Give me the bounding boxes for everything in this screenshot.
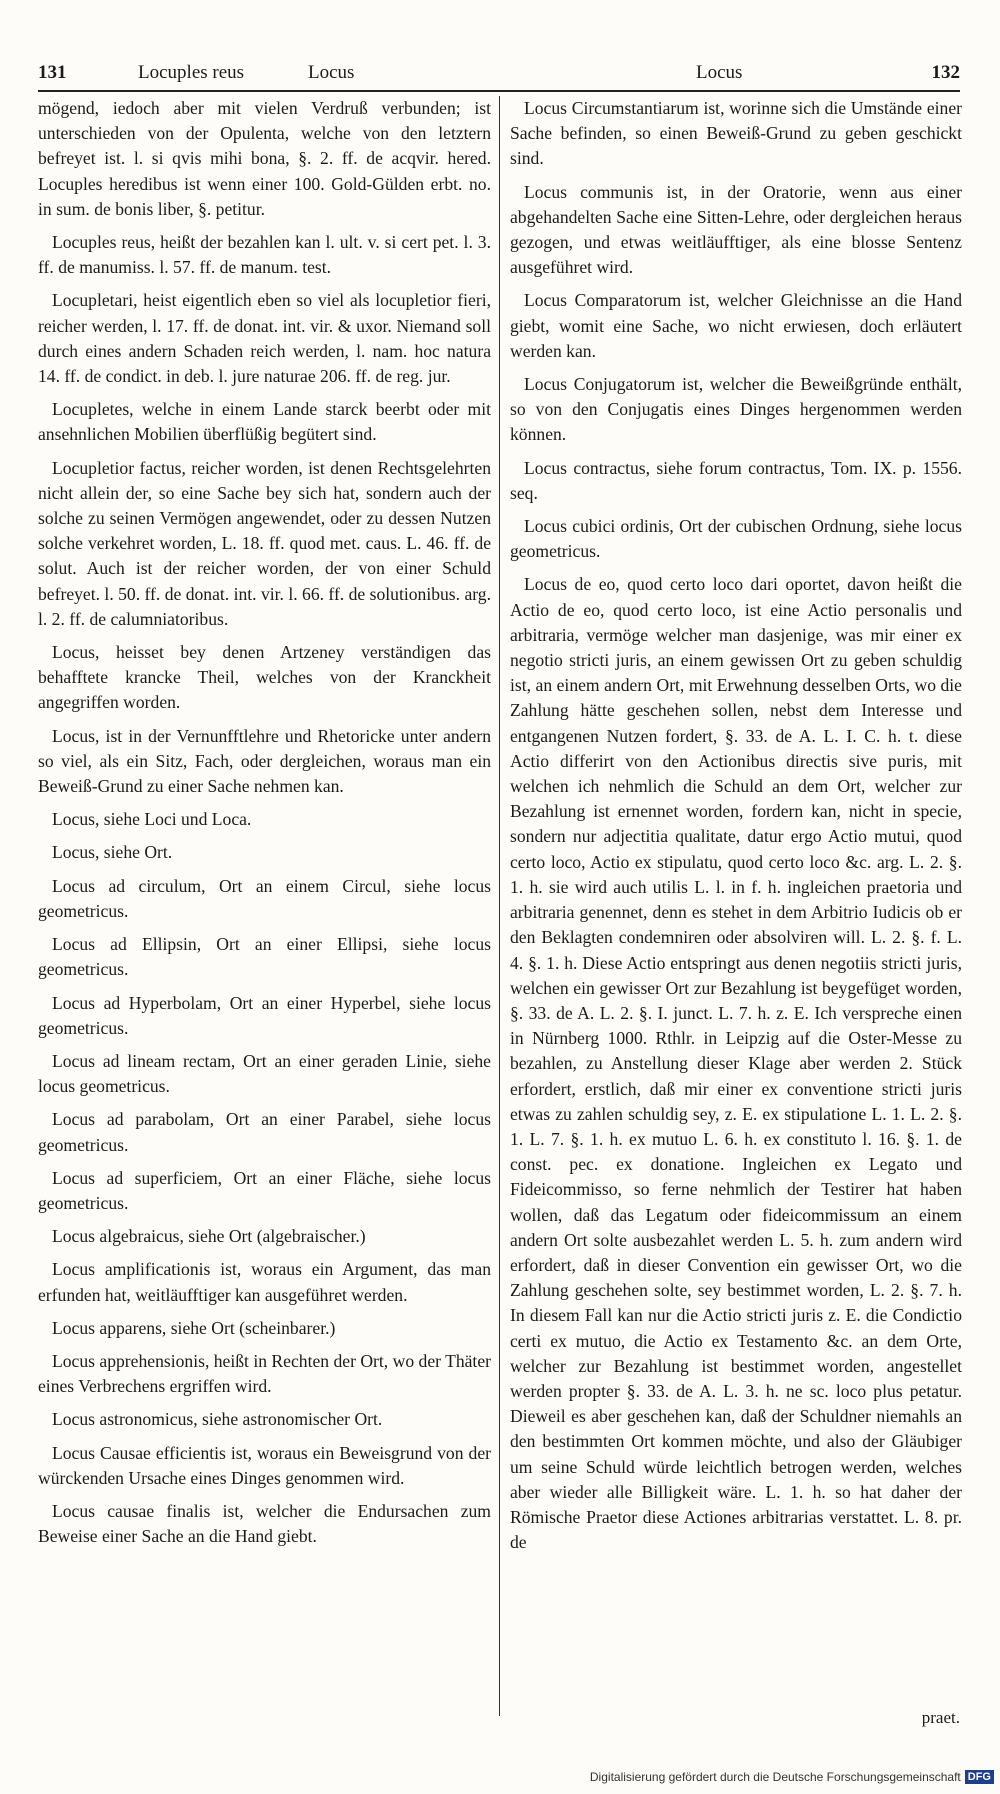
entry-paragraph: Locus ad Ellipsin, Ort an einer Ellipsi, siehe locus geometricus.	[38, 934, 491, 980]
entry-paragraph: Locus de eo, quod certo loco dari oportet, davon heißt die Actio de eo, quod certo loco, ist eine Actio personalis und arbitraria, vermöge welcher man dasjenige, was mir einer ex negotio stricti juris, an einem gewissen Ort zu geben schuldig ist, an einem andern Ort, mit Erwehnung desselben Orts, wo die Zahlung hätte geschehen sollen, nebst dem Interesse und entgangenen Nutzen fordert, §. 33. de A. L. I. C. h. t. diese Actio differirt von den Actionibus directis sive puris, mit welchen ich nehmlich die Schuld an dem Ort, welcher zur Bezahlung ist ernennet worden, fordern kan, nicht in specie, sondern nur adjectitia qualitate, datur ergo Actio mutui, quod certo loco, Actio ex stipulatu, quod certo loco &c. arg. L. 2. §. 1. h. sie wird auch utilis L. l. in f. h. ingleichen praetoria und arbitraria genennet, denn es stehet in dem Arbitrio Iudicis ob er den Beklagten condemniren oder absolviren will. L. 2. §. f. L. 4. §. 1. h. Diese Actio entspringt aus denen negotiis stricti juris, welchen ein gewisser Ort zur Bezahlung ist beygefüget worden, §. 33. de A. L. 2. §. I. junct. L. 7. h. z. E. Ich verspreche einen in Nürnberg 1000. Rthlr. in Leipzig auf die Oster-Messe zu bezahlen, zu Anstellung dieser Klage aber werden 2. Stück erfordert, erstlich, daß mir einer ex conventione stricti juris etwas zu zahlen schuldig sey, z. E. ex stipulatione L. 1. L. 2. §. 1. L. 7. §. 1. h. ex mutuo L. 6. h. ex constituto l. 16. §. 1. de const. pec. ex donatione. Ingleichen ex Legato und Fideicommisso, so ferne nehmlich der Testirer hat haben wollen, daß das Legatum oder fideicommissum an einem andern Ort solte ausbezahlet werden L. 5. h. zum andern wird erfordert, daß in dieser Convention ein gewisser Ort, wo die Zahlung geschehen solte, sey bestimmet worden, L. 2. §. 7. h. In diesem Fall kan nur die Actio stricti juris z. E. die Condictio certi ex mutuo, die Actio ex Testamento &c. an dem Orte, welcher zur Bezahlung ist bestimmet worden, angestellet werden propter §. 33. de A. L. 3. h. ne sc. loco plus petatur. Dieweil es aber geschehen kan, daß der Schuldner niemahls an den bestimmten Ort kommen möchte, und also der Gläubiger um seine Schuld würde leichtlich betrogen werden, welches aber wieder alle Billigkeit wäre. L. 1. h. so hat daher der Römische Praetor diese Actiones arbitrarias verstattet. L. 8. pr. de	[510, 574, 962, 1553]
entry-paragraph: Locus apprehensionis, heißt in Rechten der Ort, wo der Thäter eines Verbrechens ergriffen wird.	[38, 1350, 491, 1397]
header-keyword-right: Locus	[696, 62, 743, 83]
entry-paragraph: Locus, siehe Loci und Loca.	[52, 809, 252, 830]
entry-paragraph: Locus contractus, siehe forum contractus, Tom. IX. p. 1556. seq.	[510, 457, 962, 503]
entry-paragraph: Locus, ist in der Vernunfftlehre und Rhetoricke unter andern so viel, als ein Sitz, Fach, oder dergleichen, woraus man ein Beweiß-Grund zu einer Sache nehmen kan.	[38, 725, 491, 797]
entry-paragraph: Locus, heisset bey denen Artzeney verständigen das behafftete krancke Theil, welches von der Kranckheit angegriffen worden.	[38, 642, 491, 713]
credit-text: Digitalisierung gefördert durch die Deutsche Forschungsgemeinschaft	[589, 1770, 961, 1784]
entry-paragraph: Locus Comparatorum ist, welcher Gleichnisse an die Hand giebt, womit eine Sache, wo nicht erwiesen, doch erläutert werden kan.	[510, 290, 962, 361]
entry-paragraph: Locuples reus, heißt der bezahlen kan l. ult. v. si cert pet. l. 3. ff. de manumiss. l. 57. ff. de manum. test.	[38, 232, 491, 278]
header-keyword-left-1: Locuples reus	[138, 62, 245, 83]
entry-paragraph: Locus, siehe Ort.	[52, 842, 173, 863]
left-column	[38, 96, 491, 1706]
entry-paragraph: mögend, iedoch aber mit vielen Verdruß verbunden; ist unterschieden von der Opulenta, welche von den letztern befreyet ist. l. si qvis mihi bona, §. 2. ff. de acqvir. hered. Locuples heredibus ist wenn einer 100. Gold-Gülden erbt. no. in sum. de bonis liber, §. petitur.	[38, 98, 491, 219]
dfg-logo: DFG	[965, 1770, 994, 1784]
entry-paragraph: Locupletior factus, reicher worden, ist denen Rechtsgelehrten nicht allein der, so eine Sache bey sich hat, sondern auch der solche zu seinen Vermögen angewendet, oder zu dessen Nutzen solche verkehret worden, L. 18. ff. quod met. caus. L. 46. ff. de solut. Auch ist der reicher worden, der von einer Schuld befreyet. l. 50. ff. de donat. int. vir. l. 66. ff. de solutionibus. arg. l. 2. ff. de calumniatoribus.	[38, 457, 491, 629]
entry-paragraph: Locus amplificationis ist, woraus ein Argument, das man erfunden hat, weitläufftiger kan ausgeführet werden.	[38, 1259, 491, 1305]
entry-paragraph: Locus algebraicus, siehe Ort (algebraischer.)	[52, 1226, 366, 1247]
entry-paragraph: Locus communis ist, in der Oratorie, wenn aus einer abgehandelten Sache eine Sitten-Lehre, oder dergleichen heraus gezogen, und etwas weitläufftiger, als eine blosse Sentenz ausgeführet wird.	[510, 181, 962, 278]
entry-paragraph: Locus astronomicus, siehe astronomischer Ort.	[52, 1409, 383, 1430]
running-header	[38, 62, 960, 88]
header-rule	[38, 90, 960, 92]
entry-paragraph: Locus Circumstantiarum ist, worinne sich die Umstände einer Sache befinden, so einen Beweiß-Grund zu geben geschickt sind.	[510, 98, 962, 169]
entry-paragraph: Locus ad parabolam, Ort an einer Parabel, siehe locus geometricus.	[38, 1109, 491, 1155]
entry-paragraph: Locus ad superficiem, Ort an einer Fläche, siehe locus geometricus.	[38, 1167, 491, 1213]
entry-paragraph: Locus cubici ordinis, Ort der cubischen Ordnung, siehe locus geometricus.	[510, 516, 962, 562]
entry-paragraph: Locus ad Hyperbolam, Ort an einer Hyperbel, siehe locus geometricus.	[38, 992, 491, 1038]
right-column	[510, 96, 962, 1706]
entry-paragraph: Locus causae finalis ist, welcher die Endursachen zum Beweise einer Sache an die Hand giebt.	[38, 1500, 491, 1547]
header-keyword-left-2: Locus	[308, 62, 355, 83]
entry-paragraph: Locupletes, welche in einem Lande starck beerbt oder mit ansehnlichen Mobilien überflüßig begütert sind.	[38, 399, 491, 445]
entry-paragraph: Locus ad circulum, Ort an einem Circul, siehe locus geometricus.	[38, 875, 491, 921]
entry-paragraph: Locupletari, heist eigentlich eben so viel als locupletior fieri, reicher werden, l. 17. ff. de donat. int. vir. & uxor. Niemand soll durch eines andern Schaden reich werden, l. nam. hoc natura 14. ff. de condict. in deb. l. jure naturae 206. ff. de reg. jur.	[38, 290, 491, 387]
entry-paragraph: Locus ad lineam rectam, Ort an einer geraden Linie, siehe locus geometricus.	[38, 1050, 491, 1097]
page-number-left: 131	[38, 62, 67, 83]
digitization-credit	[590, 1770, 994, 1784]
entry-paragraph: Locus Conjugatorum ist, welcher die Beweißgründe enthält, so von den Conjugatis eines Dinges hergenommen werden können.	[510, 374, 962, 445]
column-divider	[499, 96, 500, 1716]
entry-paragraph: Locus Causae efficientis ist, woraus ein Beweisgrund von der würckenden Ursache eines Dinges genommen wird.	[38, 1442, 491, 1488]
entry-paragraph: Locus apparens, siehe Ort (scheinbarer.)	[52, 1317, 336, 1338]
catchword: praet.	[921, 1708, 960, 1727]
page-number-right: 132	[931, 62, 960, 83]
